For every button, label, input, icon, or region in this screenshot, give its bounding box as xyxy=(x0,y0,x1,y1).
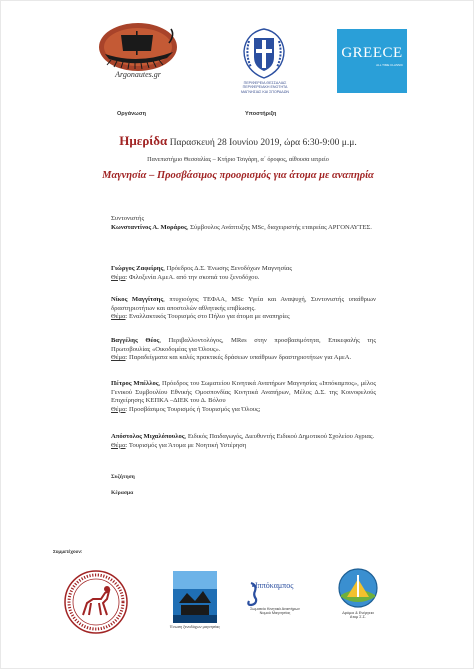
greece-logo-tagline: ALL TIME CLASSIC xyxy=(376,63,403,67)
discussion-label: Συζήτηση xyxy=(111,474,135,480)
event-type-word: Ημερίδα xyxy=(119,133,168,148)
speaker-block xyxy=(111,380,376,414)
coordinator-text xyxy=(111,224,376,233)
speaker-text xyxy=(111,265,376,274)
speaker-description: , Πρόεδρος Δ.Σ. Ένωσης Ξενοδόχων Μαγνησίας xyxy=(163,265,292,272)
greek-crest-logo xyxy=(239,27,289,81)
speaker-topic-text: : Τουρισμός για Άτομα με Νοητική Υστέρηση xyxy=(125,441,247,449)
participants-label: Συμμετέχουν: xyxy=(53,549,83,554)
speaker-name: Βαγγέλης Θέος xyxy=(111,337,160,344)
hippocampus-wordmark: Ιππόκαμπος xyxy=(255,581,294,590)
topic-label: Θέμα xyxy=(111,405,126,413)
speaker-topic-text: : Παραδείγματα και καλές πρακτικές δράσεων υπαίθριων δραστηριοτήτων για ΑμεΑ. xyxy=(125,354,352,361)
coordinator-description: , Σύμβουλος Ανάπτυξης MSc, διαχειριστής εταιρείας ΑΡΓΟΝΑΥΤΕΣ. xyxy=(186,223,372,231)
topic-label: Θέμα xyxy=(111,354,126,361)
speaker-topic xyxy=(111,406,376,415)
refreshments-label: Κέρασμα xyxy=(111,490,134,496)
hotel-union-logo-icon xyxy=(173,571,217,623)
event-venue: Πανεπιστήμιο Θεσσαλίας – Κτήριο Τσιγάρη, α΄ όροφος, αίθουσα ιατρείο xyxy=(147,156,329,163)
speaker-topic-text: : Φιλοξενία ΑμεΑ. από την σκοπιά του ξενοδόχου. xyxy=(125,273,260,281)
crest-caption-line: ΜΑΓΝΗΣΙΑΣ ΚΑΙ ΣΠΟΡΑΔΩΝ xyxy=(240,89,289,94)
speaker-topic-text: : Εναλλακτικός Τουρισμός στο Πήλιο για άτομα με αναπηρίες xyxy=(125,313,290,320)
speaker-name: Γιώργος Ζαφείρης xyxy=(111,265,164,272)
event-datetime: Παρασκευή 28 Ιουνίου 2019, ώρα 6:30-9:00 μ.μ. xyxy=(169,138,357,148)
speaker-name: Νίκος Μαγγίτσης xyxy=(111,296,164,303)
ship-logo-text: Argonautes.gr xyxy=(115,70,161,79)
participant-caption-line: Ατομ Σ.Σ. xyxy=(349,615,367,620)
organizer-label: Οργάνωση xyxy=(117,111,146,117)
event-title: Μαγνησία – Προσβάσιμος προορισμός για άτομα με αναπηρία xyxy=(102,170,374,181)
speaker-text xyxy=(111,380,376,406)
participant-caption: Ένωση ξενοδόχων μαγνησίας xyxy=(169,625,221,629)
greece-tourism-logo xyxy=(337,29,407,93)
speaker-text xyxy=(111,433,376,442)
speaker-name: Πέτρος Μπέλλος xyxy=(111,380,159,387)
speaker-topic xyxy=(111,442,376,451)
speaker-block xyxy=(111,265,376,282)
event-line xyxy=(1,133,474,149)
participant-caption-line: Σωματείο Κινητικά Αναπήρων xyxy=(250,607,300,611)
speaker-description: , Ειδικός Παιδαγωγός, Διευθυντής Ειδικού Δημοτικού Σχολείου Αγριας. xyxy=(184,433,375,440)
support-label: Υποστήριξη xyxy=(245,111,277,117)
crest-caption-line: ΠΕΡΙΦΕΡΕΙΑΚΗ ΕΝΟΤΗΤΑ xyxy=(242,85,288,90)
speaker-topic xyxy=(111,354,376,363)
topic-label: Θέμα xyxy=(111,441,126,449)
crest-caption xyxy=(227,81,303,94)
participant-caption-line: Νομού Μαγνησίας xyxy=(259,611,291,616)
coordinator-label: Συντονιστής xyxy=(111,215,145,222)
participant-caption xyxy=(239,607,311,616)
participant-caption-line: Δρόμοι & Ενέργεια xyxy=(342,611,374,615)
roads-energy-logo-icon xyxy=(337,567,379,609)
speaker-block xyxy=(111,433,376,450)
speaker-description: , Πρόεδρος του Σωματείου Κινητικά Αναπήρων Μαγνησίας «Ιππόκαμπος», μέλος Γενικού Συμβουλίου Εθνικής Ομοσπονδίας Κινητικά Αναπήρων, Μέλος Δ.Σ. της Κοινοφελούς Επιχείρησης ΚΕΠΚΑ –ΔΙΕΚ του Δ. Βόλου xyxy=(111,380,376,404)
speaker-description: , Περιβαλλοντολόγος, MRes στην προσβασιμότητα, Επικεφαλής της Πρωτοβουλίας «Οικοδομέας για Όλους». xyxy=(111,337,376,353)
speaker-block xyxy=(111,296,376,322)
university-thessaly-seal-icon xyxy=(63,569,129,635)
speaker-text xyxy=(111,337,376,354)
topic-label: Θέμα xyxy=(111,273,126,281)
topic-label: Θέμα xyxy=(111,313,126,320)
crest-caption-line: ΠΕΡΙΦΕΡΕΙΑ ΘΕΣΣΑΛΙΑΣ xyxy=(243,81,287,85)
speaker-text xyxy=(111,296,376,313)
speaker-topic xyxy=(111,313,376,322)
speaker-name: Απόστολος Μιχαλόπουλος xyxy=(111,433,185,440)
speaker-description: , πτυχιούχος ΤΕΦΑΑ, MSc Υγεία και Αναψυχή, Συντονιστής υπαίθριων δραστηριοτήτων και αποστολών αθλητικής επιβίωσης. xyxy=(111,296,376,312)
speaker-block xyxy=(111,337,376,363)
speaker-topic xyxy=(111,274,376,283)
speaker-topic-text: : Προσβάσιμος Τουρισμός ή Τουρισμός για Όλους; xyxy=(125,405,261,413)
coordinator-block xyxy=(111,215,376,232)
participant-caption xyxy=(327,611,389,620)
coordinator-name: Κωνσταντίνος Α. Μοράρος xyxy=(111,223,187,231)
greece-logo-word: GREECE xyxy=(341,45,403,61)
